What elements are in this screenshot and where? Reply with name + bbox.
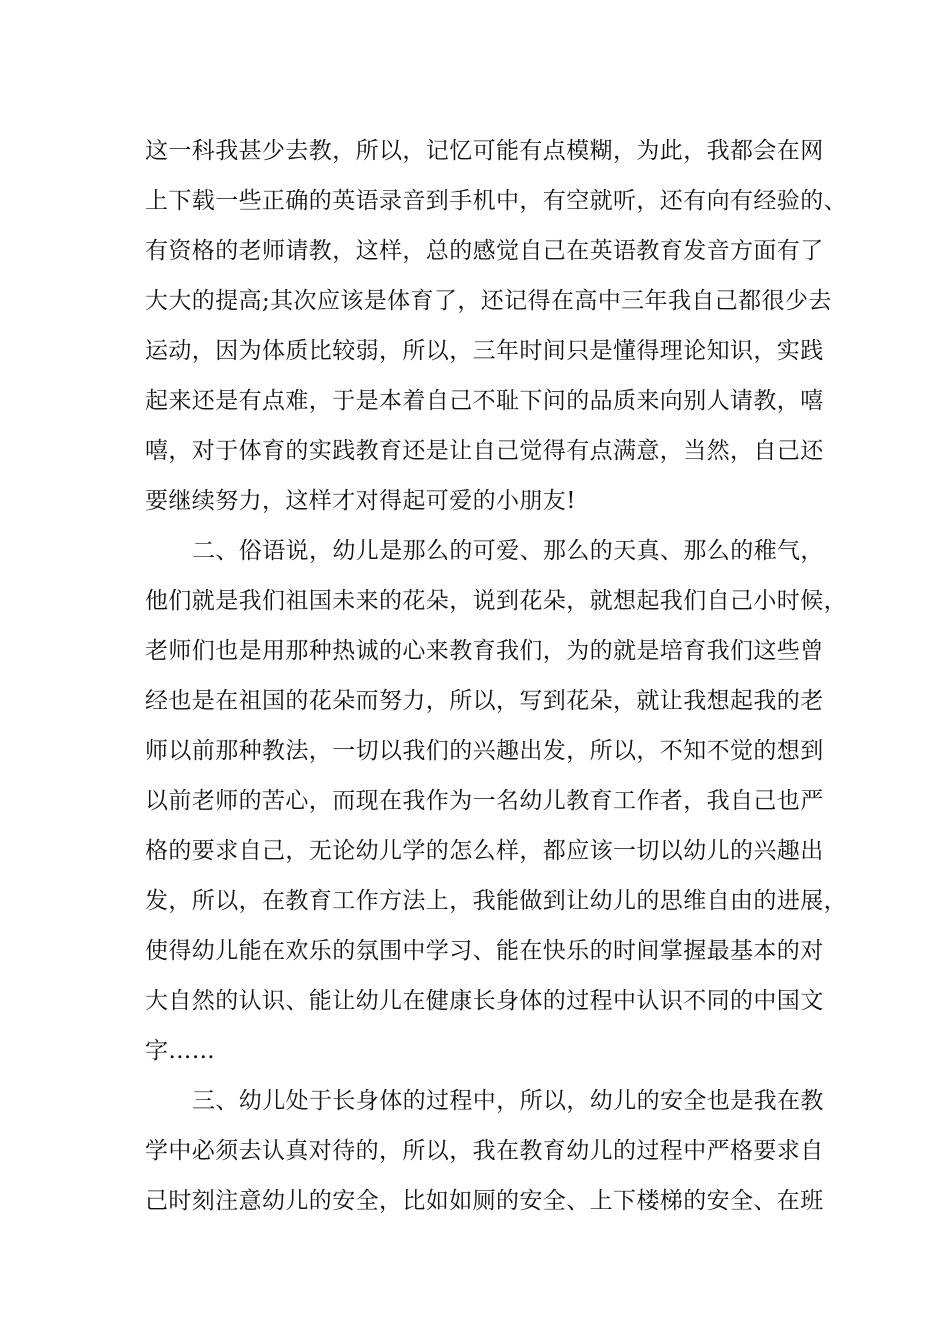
text-line: 发，所以，在教育工作方法上，我能做到让幼儿的思维自由的进展， <box>145 888 847 914</box>
text-line: 起来还是有点难，于是本着自己不耻下问的品质来向别人请教，嘻 <box>145 388 824 414</box>
text-line: 他们就是我们祖国未来的花朵，说到花朵，就想起我们自己小时候， <box>145 588 847 614</box>
text-line: 己时刻注意幼儿的安全，比如如厕的安全、上下楼梯的安全、在班 <box>145 1188 824 1214</box>
text-line: 师以前那种教法，一切以我们的兴趣出发，所以，不知不觉的想到 <box>145 738 824 764</box>
document-body <box>145 126 847 1226</box>
paragraph-start-line: 三、幼儿处于长身体的过程中，所以，幼儿的安全也是我在教 <box>192 1088 824 1114</box>
text-line: 运动，因为体质比较弱，所以，三年时间只是懂得理论知识，实践 <box>145 338 824 364</box>
text-line: 嘻，对于体育的实践教育还是让自己觉得有点满意，当然，自己还 <box>145 438 824 464</box>
text-line: 要继续努力，这样才对得起可爱的小朋友! <box>145 488 576 514</box>
text-line: 学中必须去认真对待的，所以，我在教育幼儿的过程中严格要求自 <box>145 1138 824 1164</box>
text-line: 这一科我甚少去教，所以，记忆可能有点模糊，为此，我都会在网 <box>145 138 824 164</box>
text-line: 格的要求自己，无论幼儿学的怎么样，都应该一切以幼儿的兴趣出 <box>145 838 824 864</box>
text-line: 大自然的认识、能让幼儿在健康长身体的过程中认识不同的中国文 <box>145 988 824 1014</box>
text-line: 老师们也是用那种热诚的心来教育我们，为的就是培育我们这些曾 <box>145 638 824 664</box>
text-line: 使得幼儿能在欢乐的氛围中学习、能在快乐的时间掌握最基本的对 <box>145 938 824 964</box>
paragraph-start-line: 二、俗语说，幼儿是那么的可爱、那么的天真、那么的稚气， <box>192 538 824 564</box>
text-line: 以前老师的苦心，而现在我作为一名幼儿教育工作者，我自己也严 <box>145 788 824 814</box>
text-line: 经也是在祖国的花朵而努力，所以，写到花朵，就让我想起我的老 <box>145 688 824 714</box>
text-line: 大大的提高;其次应该是体育了，还记得在高中三年我自己都很少去 <box>145 288 832 314</box>
text-line: 有资格的老师请教，这样，总的感觉自己在英语教育发音方面有了 <box>145 238 824 264</box>
text-line: 字…… <box>145 1038 216 1064</box>
text-line: 上下载一些正确的英语录音到手机中，有空就听，还有向有经验的、 <box>145 188 847 214</box>
